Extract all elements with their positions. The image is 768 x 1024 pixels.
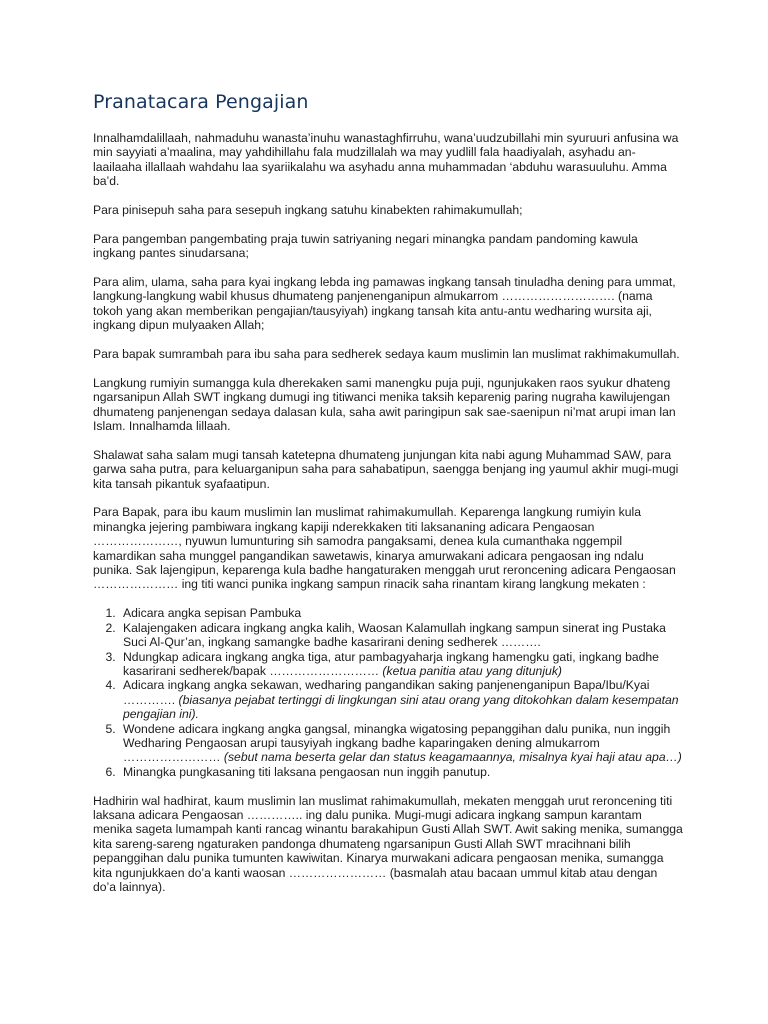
- paragraph-greeting-ulama: Para alim, ulama, saha para kyai ingkang lebda ing pamawas ingkang tansah tinuladha dening para ummat, langkung-langkung wabil khusus dhumateng panjenenganipun almukarrom ………………………. (nama tokoh yang akan memberikan pengajian/tausyiyah) ingkang tansah kita antu-antu wedharing wursita aji, ingkang dipun mulyaaken Allah;: [93, 275, 676, 333]
- agenda-list: [93, 606, 683, 779]
- list-item: 1. Adicara angka sepisan Pambuka: [119, 606, 683, 620]
- list-item: 3. Ndungkap adicara ingkang angka tiga, atur pambagyaharja ingkang hamengku gati, ingkang badhe kasarirani sedherek/bapak ……………………… (ketua panitia atau yang ditunjuk): [119, 650, 683, 679]
- list-item-note: (sebut nama beserta gelar dan status keagamaannya, misalnya kyai haji atau apa…): [223, 750, 682, 765]
- paragraph-opening-prayer: Innalhamdalillaah, nahmaduhu wanasta’inuhu wanastaghfirruhu, wana’uudzubillahi min syuruuri anfusina wa min sayyiati a’maalina, may yahdihillahu fala mudzillalah wa may yudlill fala haadiyalah, asyhadu an-laailaaha illallaah wahdahu laa syariikalahu wa asyhadu anna muhammadan ‘abduhu warasuuluhu. Amma ba’d.: [93, 131, 679, 189]
- paragraph-greeting-elders: Para pinisepuh saha para sesepuh ingkang satuhu kinabekten rahimakumullah;: [93, 203, 523, 218]
- paragraph-gratitude: Langkung rumiyin sumangga kula dherekaken sami manengku puja puji, ngunjukaken raos syukur dhateng ngarsanipun Allah SWT ingkang dumugi ing titiwanci menika taksih keparenig paring nugraha kawilujengan dhumateng panjenengan sedaya dalasan kula, saha awit paringipun sak sae-saenipun ni’mat arupi iman lan Islam. Innalhamda lillaah.: [93, 375, 676, 434]
- paragraph-closing: Hadhirin wal hadhirat, kaum muslimin lan muslimat rahimakumullah, mekaten menggah urut reroncening titi laksana adicara Pengaosan ………….. ing dalu punika. Mugi-mugi adicara ingkang sampun karantam menika sageta lumampah kanti rancag winantu barakahipun Gusti Allah SWT. Awit saking menika, sumangga kita sareng-sareng ngaturaken pandonga dhumateng ngarsanipun Gusti Allah SWT mracihnani bilih pepanggihan dalu punika tumunten kawiwitan. Kinarya murwakani adicara pengaosan menika, sumangga kita ngunjukkaen do’a kanti waosan …………………… (basmalah atau bacaan ummul kitab atau dengan do’a lainnya).: [93, 793, 683, 894]
- page-title: Pranatacara Pengajian: [93, 91, 309, 113]
- list-item: 4. Adicara ingkang angka sekawan, wedharing pangandikan saking panjenenganipun Bapa/Ibu/Kyai …………. (biasanya pejabat tertinggi di lingkungan sini atau orang yang ditokohkan dalam kesempatan pengajian ini).: [119, 678, 683, 721]
- document-body: [93, 131, 683, 909]
- paragraph-introduction: Para Bapak, para ibu kaum muslimin lan muslimat rahimakumullah. Keparenga langkung rumiyin kula minangka jejering pambiwara ingkang kapiji nderekkaken titi laksananing adicara Pengaosan …………………, nyuwun lumunturing sih samodra pangaksami, denea kula cumanthaka nggempil kamardikan saha munggel pangandikan sawetawis, kinarya amurwakani adicara pengaosan ing ndalu punika. Sak lajengipun, keparenga kula badhe hangaturaken menggah urut reroncening adicara Pengaosan ………………… ing titi wanci punika ingkang sampun rinacik saha rinantam kirang langkung mekaten :: [93, 505, 676, 592]
- list-item: 2. Kalajengaken adicara ingkang angka kalih, Waosan Kalamullah ingkang sampun sinerat ing Pustaka Suci Al-Qur’an, ingkang samangke badhe kasarirani dening sedherek ……….: [119, 621, 683, 650]
- list-item: 6. Minangka pungkasaning titi laksana pengaosan nun inggih panutup.: [119, 765, 683, 779]
- list-item: 5. Wondene adicara ingkang angka gangsal, minangka wigatosing pepanggihan dalu punika, nun inggih Wedharing Pengaosan arupi tausyiyah ingkang badhe kaparingaken dening almukarrom …………………… (sebut nama beserta gelar dan status keagamaannya, misalnya kyai haji atau apa…): [119, 722, 683, 765]
- list-item-note: (ketua panitia atau yang ditunjuk): [382, 663, 562, 678]
- paragraph-greeting-audience: Para bapak sumrambah para ibu saha para sedherek sedaya kaum muslimin lan muslimat rakhimakumullah.: [93, 347, 680, 362]
- paragraph-shalawat: Shalawat saha salam mugi tansah katetepna dhumateng junjungan kita nabi agung Muhammad SAW, para garwa saha putra, para keluarganipun saha para sahabatipun, saengga benjang ing yaumul akhir mugi-mugi kita tansah pikantuk syafaatipun.: [93, 447, 679, 491]
- list-item-note: (biasanya pejabat tertinggi di lingkungan sini atau orang yang ditokohkan dalam kesempatan pengajian ini).: [123, 692, 679, 722]
- paragraph-greeting-officials: Para pangemban pangembating praja tuwin satriyaning negari minangka pandam pandoming kawula ingkang pantes sinudarsana;: [93, 231, 638, 261]
